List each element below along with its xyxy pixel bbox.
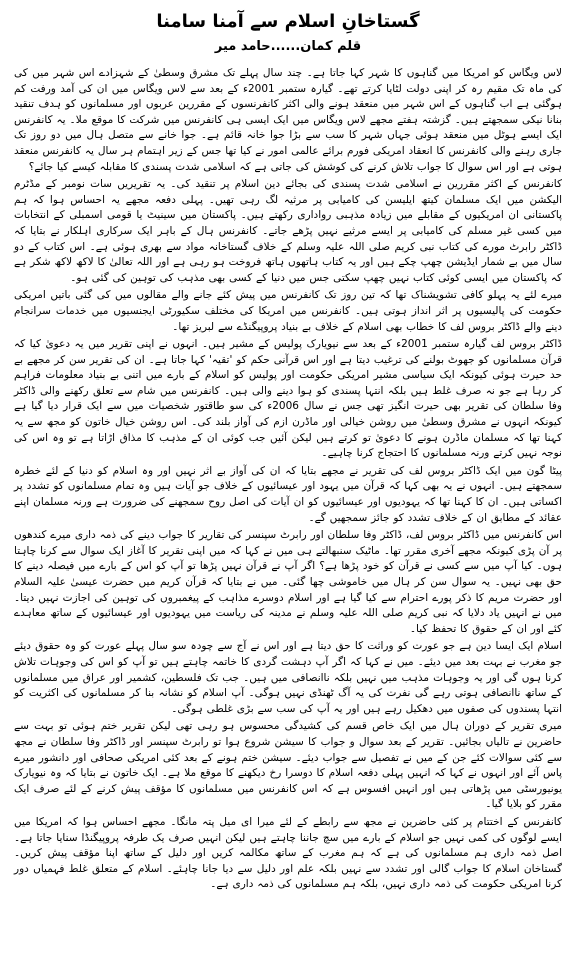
article-paragraph: ڈاکٹر بروس لف گیارہ ستمبر 2001ء کے بعد سے نیویارک پولیس کے مشیر ہیں۔ انہوں نے اپنی تقریر میں یہ دعویٰ کیا کہ قرآن مسلمانوں کو جھوٹ بولنے کی ترغیب دیتا ہے اور اس قرآنی حکم کو 'تقیہ' کہا جاتا ہے۔ ان کی تقریر سن کر مجھے بے حد حیرت ہوئی کیونکہ ایک سیاسی مشیر امریکی حکومت اور پولیس کو اسلام کے بارے میں اتنی بے بنیاد معلومات فراہم کر رہا ہے جو نہ صرف غلط ہیں بلکہ انتہا پسندی کو ہوا دینے والی ہیں۔ کانفرنس میں شام سے تعلق رکھنے والی ڈاکٹر وفا سلطان کی تقریر بھی حیرت انگیز تھی جس نے سال 2006ء کی سو طاقتور شخصیات میں سے ایک قرار دیا گیا ہے کیونکہ انہوں نے مشرق وسطیٰ میں روشن خیالی اور ماڈرن ازم کی آواز بلند کی۔ اس روشن خیال خاتون کو مجھ سے یہ کہنا تھا کہ مسلمان ماڈرن ہونے کا دعویٰ تو کرتے ہیں لیکن آئیں جب کوئی ان کے مذہب کا مذاق اڑاتا ہے تو وہ اس کی نوجہ نہیں کرتے ورنہ مسلمانوں کا احتجاج کرنا چاہیے۔ (14, 338, 562, 460)
article-paragraph: اسلام ایک ایسا دین ہے جو عورت کو وراثت کا حق دیتا ہے اور اس نے آج سے چودہ سو سال پہلے عورت کو وہ حقوق دیئے جو مغرب نے بہت بعد میں دیئے۔ میں نے کہا کہ اگر آپ دہشت گردی کا خاتمہ چاہتے ہیں تو آپ کو اس کی وجوہات تلاش کرنا ہوں گی اور یہ وجوہات مذہب میں نہیں بلکہ ناانصافی میں ہیں۔ جب تک فلسطین، کشمیر اور عراق میں مسلمانوں کے ساتھ ناانصافی ہوتی رہے گی نفرت کی یہ آگ ٹھنڈی نہیں ہوگی۔ آپ اسلام کو نشانہ بنا کر مسلمانوں کی اکثریت کو انتہا پسندوں کی صفوں میں دھکیل رہے ہیں اور یہ آپ کی سب سے بڑی غلطی ہوگی۔ (14, 640, 562, 715)
article-paragraph: پیٹا گون میں ایک ڈاکٹر بروس لف کی تقریر نے مجھے بتایا کہ ان کی آواز بے اثر نہیں اور وہ اسلام کو دنیا کے لئے خطرہ سمجھتے ہیں۔ انہوں نے یہ بھی کہا کہ قرآن میں یہود اور عیسائیوں کے خلاف جو آیات ہیں وہ تمام مسلمانوں کو تشدد پر اکساتی ہیں۔ ان کا کہنا تھا کہ یہودیوں اور عیسائیوں کو ان آیات کی اصل روح سمجھنے کی ضرورت ہے ورنہ مسلمان اپنے عقائد کے مطابق ان کے خلاف تشدد کو جائز سمجھیں گے۔ (14, 464, 562, 524)
article-paragraph: کانفرنس کے اختتام پر کئی حاضرین نے مجھ سے رابطے کے لئے میرا ای میل پتہ مانگا۔ مجھے احساس ہوا کہ امریکا میں ایسے لوگوں کی کمی نہیں جو اسلام کے بارے میں سچ جاننا چاہتے ہیں لیکن انہیں صرف یک طرفہ پروپیگنڈا سنایا جاتا ہے۔ اصل ذمہ داری ہم مسلمانوں کی ہے کہ ہم مغرب کے ساتھ مکالمہ کریں اور دلیل کے ساتھ اپنا مؤقف پیش کریں۔ گستاخان اسلام کا جواب گالی اور تشدد سے نہیں بلکہ علم اور دلیل سے دیا جانا چاہئے۔ اسلام کے متعلق غلط فہمیاں دور کرنا امریکی حکومت کی ذمہ داری نہیں، بلکہ ہم مسلمانوں کی ذمہ داری ہے۔ (14, 815, 562, 891)
article-paragraph: میرے لئے یہ پہلو کافی تشویشناک تھا کہ تین روز تک کانفرنس میں پیش کئے جانے والے مقالوں میں کی گئی باتیں امریکی حکومت کی پالیسیوں پر اثر انداز ہوتی ہیں۔ کانفرنس میں امریکا کی مختلف سکیورٹی ایجنسیوں میں خدمات سرانجام دینے والے ڈاکٹر بروس لف کا خطاب بھی اسلام کے خلاف بے بنیاد پروپیگنڈے سے لبریز تھا۔ (14, 289, 562, 333)
article-title: گستاخانِ اسلام سے آمنا سامنا (156, 11, 420, 32)
article-byline: قلم کمان......حامد میر (214, 39, 362, 54)
article-paragraph: لاس ویگاس کو امریکا میں گناہوں کا شہر کہا جاتا ہے۔ چند سال پہلے تک مشرق وسطیٰ کے شہزادے اس شہر میں کی کی ماہ تک مقیم رہ کر اپنی دولت لٹایا کرتے تھے۔ گیارہ ستمبر 2001ء کے بعد سے لاس ویگاس میں ان کی آمد ورفت کم ہوگئی ہے اب گناہوں کے اس شہر میں منعقد ہونے والی اکثر کانفرنسوں کے مقررین عربوں اور مسلمانوں کو ہدف تنقید بنانا نیکی سمجھتے ہیں۔ گزشتہ ہفتے مجھے لاس ویگاس میں ایک ایسی ہی کانفرنس میں شرکت کا موقع ملا۔ یہ کانفرنس ایک ایسے ہوٹل میں منعقد ہوئی جہاں شہر کا سب سے بڑا جوا خانہ قائم ہے۔ جوا خانے سے متصل ہال میں دو روز تک جاری رہنے والی کانفرنس کا انعقاد امریکی فورم برائے عالمی امور نے کیا تھا جس کے زیر اہتمام ہر سال یہ کانفرنس منعقد ہوتی ہے اور اس سوال کا جواب تلاش کرنے کی کوشش کی جاتی ہے کہ اسلامی شدت پسندی کا مقابلہ کیسے کیا جائے؟ (14, 67, 562, 173)
article-paragraph: کانفرنس کے اکثر مقررین نے اسلامی شدت پسندی کی بجائے دین اسلام پر تنقید کی۔ یہ تقریریں سات نومبر کے مڈٹرم الیکشن میں ایک مسلمان کیتھ ایلیسن کی کامیابی پر مرثیہ لگ رہی تھیں۔ پہلی دفعہ مجھے یہ احساس ہوا کہ ہم پاکستانی ان امریکیوں کے مقابلے میں زیادہ مذہبی رواداری رکھتے ہیں۔ پاکستان میں سینیٹ یا قومی اسمبلی کے انتخابات میں کسی غیر مسلم کی کامیابی پر ایسے مرثیے نہیں پڑھے جاتے۔ کانفرنس ہال کے باہر ایک سرکاری اہلکار نے بتایا کہ ڈاکٹر رابرٹ مورے کی کتاب نبی کریم صلی اللہ علیہ وسلم کے خلاف گستاخانہ مواد سے بھری ہوئی ہے۔ اس کتاب کے دو سال میں بے شمار ایڈیشن چھپ چکے ہیں اور یہ کتاب ہاتھوں ہاتھ فروخت ہو رہی ہے اور اللہ تعالیٰ کا لاکھ لاکھ شکر ہے کہ پاکستان میں ایسی کوئی کتاب نہیں چھپ سکتی جس میں دنیا کے کسی بھی مذہب کی توہین کی گئی ہو۔ (14, 178, 562, 284)
article-paragraph: میری تقریر کے دوران ہال میں ایک خاص قسم کی کشیدگی محسوس ہو رہی تھی لیکن تقریر ختم ہوئی تو بہت سے حاضرین نے تالیاں بجائیں۔ تقریر کے بعد سوال و جواب کا سیشن شروع ہوا تو رابرٹ سپنسر اور ڈاکٹر وفا سلطان نے مجھ سے کئی سوالات کئے جن کے میں نے تفصیل سے جواب دیئے۔ سیشن ختم ہونے کے بعد کئی امریکی صحافی اور دانشور میرے پاس آئے اور انہوں نے کہا کہ انہیں پہلی دفعہ اسلام کا دوسرا رخ دیکھنے کا موقع ملا ہے۔ ایک خاتون نے بتایا کہ وہ نیویارک یونیورسٹی میں پڑھاتی ہیں اور انہیں افسوس ہے کہ اس کانفرنس میں مسلمانوں کا مؤقف پیش کرنے کے لئے صرف ایک مقرر کو بلایا گیا۔ (14, 720, 562, 811)
article-paragraph: اس کانفرنس میں ڈاکٹر بروس لف، ڈاکٹر وفا سلطان اور رابرٹ سپنسر کی تقاریر کا جواب دینے کی ذمہ داری میرے کندھوں پر آن پڑی کیونکہ مجھے آخری مقرر تھا۔ ماٹیک سنبھالتے ہی میں نے کہا کہ میں اپنی تقریر کا آغاز ایک سوال سے کرنا چاہتا ہوں۔ کیا آپ میں سے کسی نے قرآن کو خود پڑھا ہے؟ اگر آپ نے قرآن نہیں پڑھا تو آپ کو اس کے بارے میں فیصلہ دینے کا حق بھی نہیں۔ یہ سوال سن کر ہال میں خاموشی چھا گئی۔ میں نے بتایا کہ قرآن کریم میں حضرت عیسیٰ علیہ السلام اور حضرت مریم کا ذکر پورے احترام سے کیا گیا ہے اور اسلام دوسرے مذاہب کے پیغمبروں کی توہین کی اجازت نہیں دیتا۔ میں نے انہیں یاد دلایا کہ نبی کریم صلی اللہ علیہ وسلم نے مدینہ کی ریاست میں یہودیوں اور عیسائیوں کے ساتھ معاہدے کئے اور ان کے حقوق کا تحفظ کیا۔ (14, 529, 562, 635)
article-body (14, 66, 562, 893)
